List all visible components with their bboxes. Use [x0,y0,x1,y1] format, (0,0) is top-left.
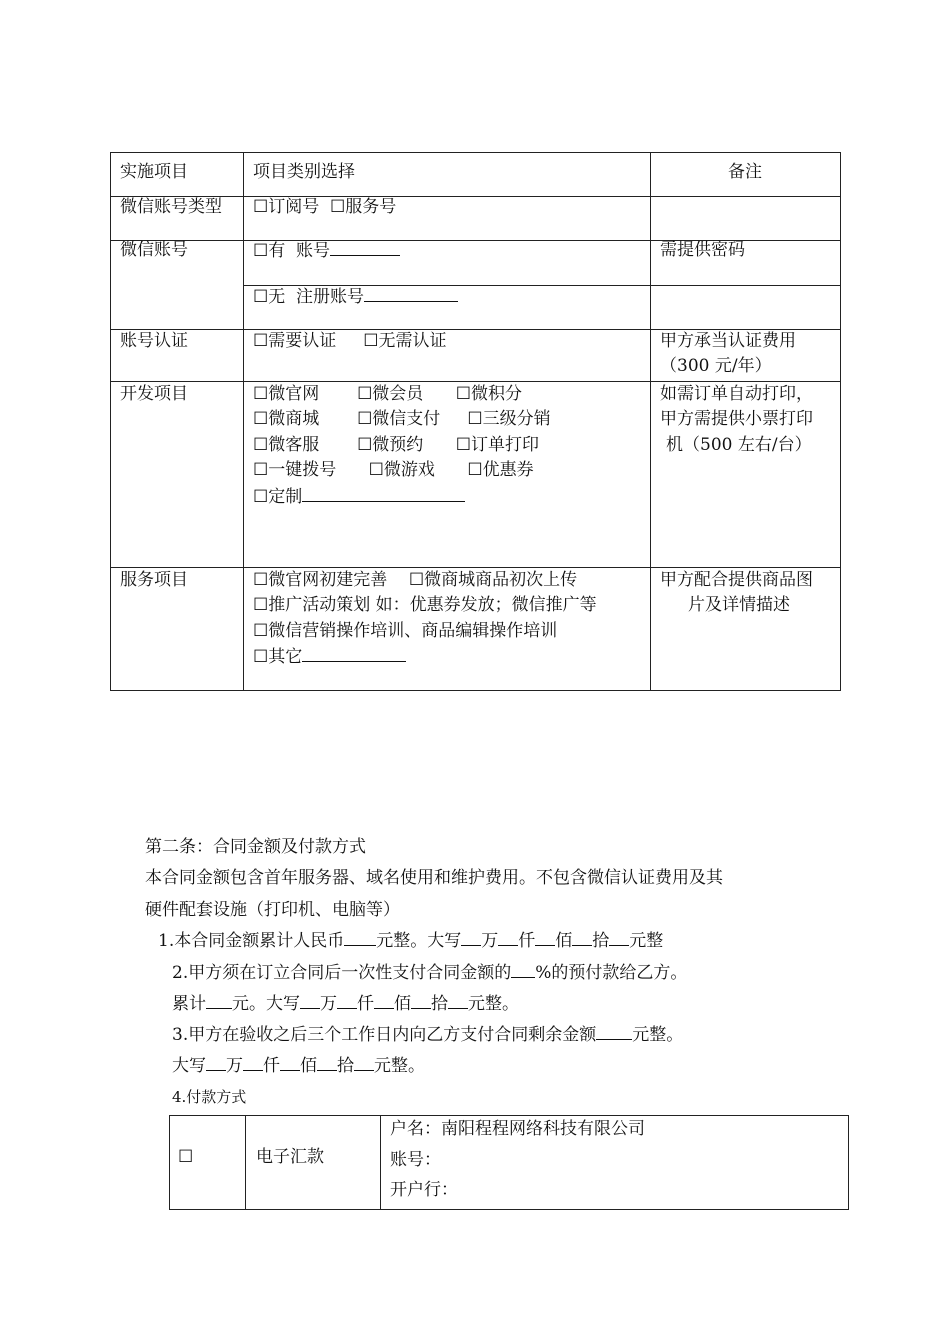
register-account-blank[interactable] [364,283,458,302]
prepay-amount-blank[interactable] [206,990,232,1009]
payment-bank: 开户行： [390,1180,458,1200]
item3c-yuan-blank[interactable] [354,1052,374,1071]
account-note: 需提供密码 [660,240,745,260]
clause-paragraph-line1: 本合同金额包含首年服务器、域名使用和维护费用。不包含微信认证费用及其 [145,868,723,888]
account-have-option[interactable] [253,237,400,264]
account-none-option[interactable] [253,283,458,310]
clause-item-2-cont [172,989,519,1020]
item3c-shi-blank[interactable] [317,1052,337,1071]
item2c-wan-blank[interactable] [300,990,320,1009]
item1-text-g: 元整 [629,931,664,951]
development-custom-option[interactable] [253,483,465,510]
header-remarks: 备注 [728,162,762,182]
row-label-service: 服务项目 [120,570,188,590]
clause-item-1 [158,926,663,957]
item2c-text-d: 仟 [357,994,374,1014]
account-none-label: ☐无 注册账号 [253,287,365,307]
development-note-line2: 甲方需提供小票打印 [660,409,813,429]
development-options-line1[interactable]: ☐微官网 ☐微会员 ☐微积分 [253,384,522,404]
development-options-line4[interactable]: ☐一键拨号 ☐微游戏 ☐优惠券 [253,460,534,480]
item1-bai-blank[interactable] [535,927,555,946]
item2-text-b: %的预付款给乙方。 [535,963,688,983]
item2c-yuan-blank[interactable] [448,990,468,1009]
service-options-line1[interactable]: ☐微官网初建完善 ☐微商城商品初次上传 [253,570,578,590]
item3c-text-b: 万 [226,1056,243,1076]
prepay-percent-blank[interactable] [511,959,535,978]
development-note-line1: 如需订单自动打印， [660,384,813,404]
row-label-certification: 账号认证 [120,331,188,351]
item1-text-e: 佰 [555,931,573,951]
item2-text-a: 2.甲方须在订立合同后一次性支付合同金额的 [172,963,512,983]
service-other-option[interactable] [253,643,406,670]
item1-text-d: 仟 [518,931,536,951]
certification-note-line2: （300 元/年） [660,356,772,376]
item1-text-b: 元整。大写 [376,931,462,951]
certification-options[interactable]: ☐需要认证 ☐无需认证 [253,331,447,351]
header-category-selection: 项目类别选择 [253,162,355,182]
item3c-text-c: 仟 [263,1056,280,1076]
payment-account-number: 账号： [390,1150,441,1170]
item1-wan-blank[interactable] [461,927,481,946]
clause-item-3 [172,1020,683,1051]
item3c-text-a: 大写 [172,1056,206,1076]
row-label-account-type: 微信账号类型 [120,197,222,217]
item1-qian-blank[interactable] [498,927,518,946]
item1-text-f: 拾 [592,931,610,951]
item2c-text-e: 佰 [394,994,411,1014]
service-note-line1: 甲方配合提供商品图 [660,570,813,590]
account-have-label: ☐有 账号 [253,241,331,261]
payment-method-label: 电子汇款 [256,1147,324,1167]
item3c-text-d: 佰 [300,1056,317,1076]
item1-yuan-blank[interactable] [609,927,629,946]
item3-text-b: 元整。 [632,1025,684,1045]
item2c-text-f: 拾 [431,994,448,1014]
remaining-amount-blank[interactable] [596,1021,632,1040]
item2c-text-c: 万 [320,994,337,1014]
service-other-label: ☐其它 [253,647,303,667]
clause-title: 第二条：合同金额及付款方式 [145,837,366,857]
account-number-blank[interactable] [330,237,400,256]
item2c-qian-blank[interactable] [337,990,357,1009]
total-amount-blank[interactable] [344,927,376,946]
payment-account-name: 户名：南阳程程网络科技有限公司 [390,1119,645,1139]
custom-blank[interactable] [302,483,465,502]
item3c-text-e: 拾 [337,1056,354,1076]
item2c-shi-blank[interactable] [411,990,431,1009]
item2c-bai-blank[interactable] [374,990,394,1009]
clause-item-3-cont [172,1051,425,1082]
development-custom-label: ☐定制 [253,487,303,507]
row-label-account: 微信账号 [120,240,188,260]
item2c-text-b: 元。大写 [232,994,300,1014]
development-options-line3[interactable]: ☐微客服 ☐微预约 ☐订单打印 [253,435,539,455]
item2c-text-a: 累计 [172,994,206,1014]
development-options-line2[interactable]: ☐微商城 ☐微信支付 ☐三级分销 [253,409,551,429]
item1-shi-blank[interactable] [572,927,592,946]
item1-text-a: 1.本合同金额累计人民币 [158,931,345,951]
other-blank[interactable] [302,643,406,662]
payment-checkbox[interactable]: ☐ [178,1147,194,1167]
row-label-development: 开发项目 [120,384,188,404]
certification-note-line1: 甲方承当认证费用 [660,331,796,351]
item3c-wan-blank[interactable] [206,1052,226,1071]
clause-item-2 [172,958,687,989]
item3c-qian-blank[interactable] [243,1052,263,1071]
item3c-text-f: 元整。 [374,1056,425,1076]
clause-paragraph-line2: 硬件配套设施（打印机、电脑等） [145,900,400,920]
service-options-line2[interactable]: ☐推广活动策划 如：优惠券发放；微信推广等 [253,595,597,615]
account-type-options[interactable]: ☐订阅号 ☐服务号 [253,197,397,217]
item3c-bai-blank[interactable] [280,1052,300,1071]
service-note-line2: 片及详情描述 [688,595,790,615]
clause-item-4: 4.付款方式 [172,1088,247,1106]
header-implementation-item: 实施项目 [120,162,188,182]
item1-text-c: 万 [481,931,499,951]
service-options-line3[interactable]: ☐微信营销操作培训、商品编辑操作培训 [253,621,558,641]
development-note-line3: 机（500 左右/台） [666,435,812,455]
item3-text-a: 3.甲方在验收之后三个工作日内向乙方支付合同剩余金额 [172,1025,597,1045]
item2c-text-g: 元整。 [468,994,519,1014]
